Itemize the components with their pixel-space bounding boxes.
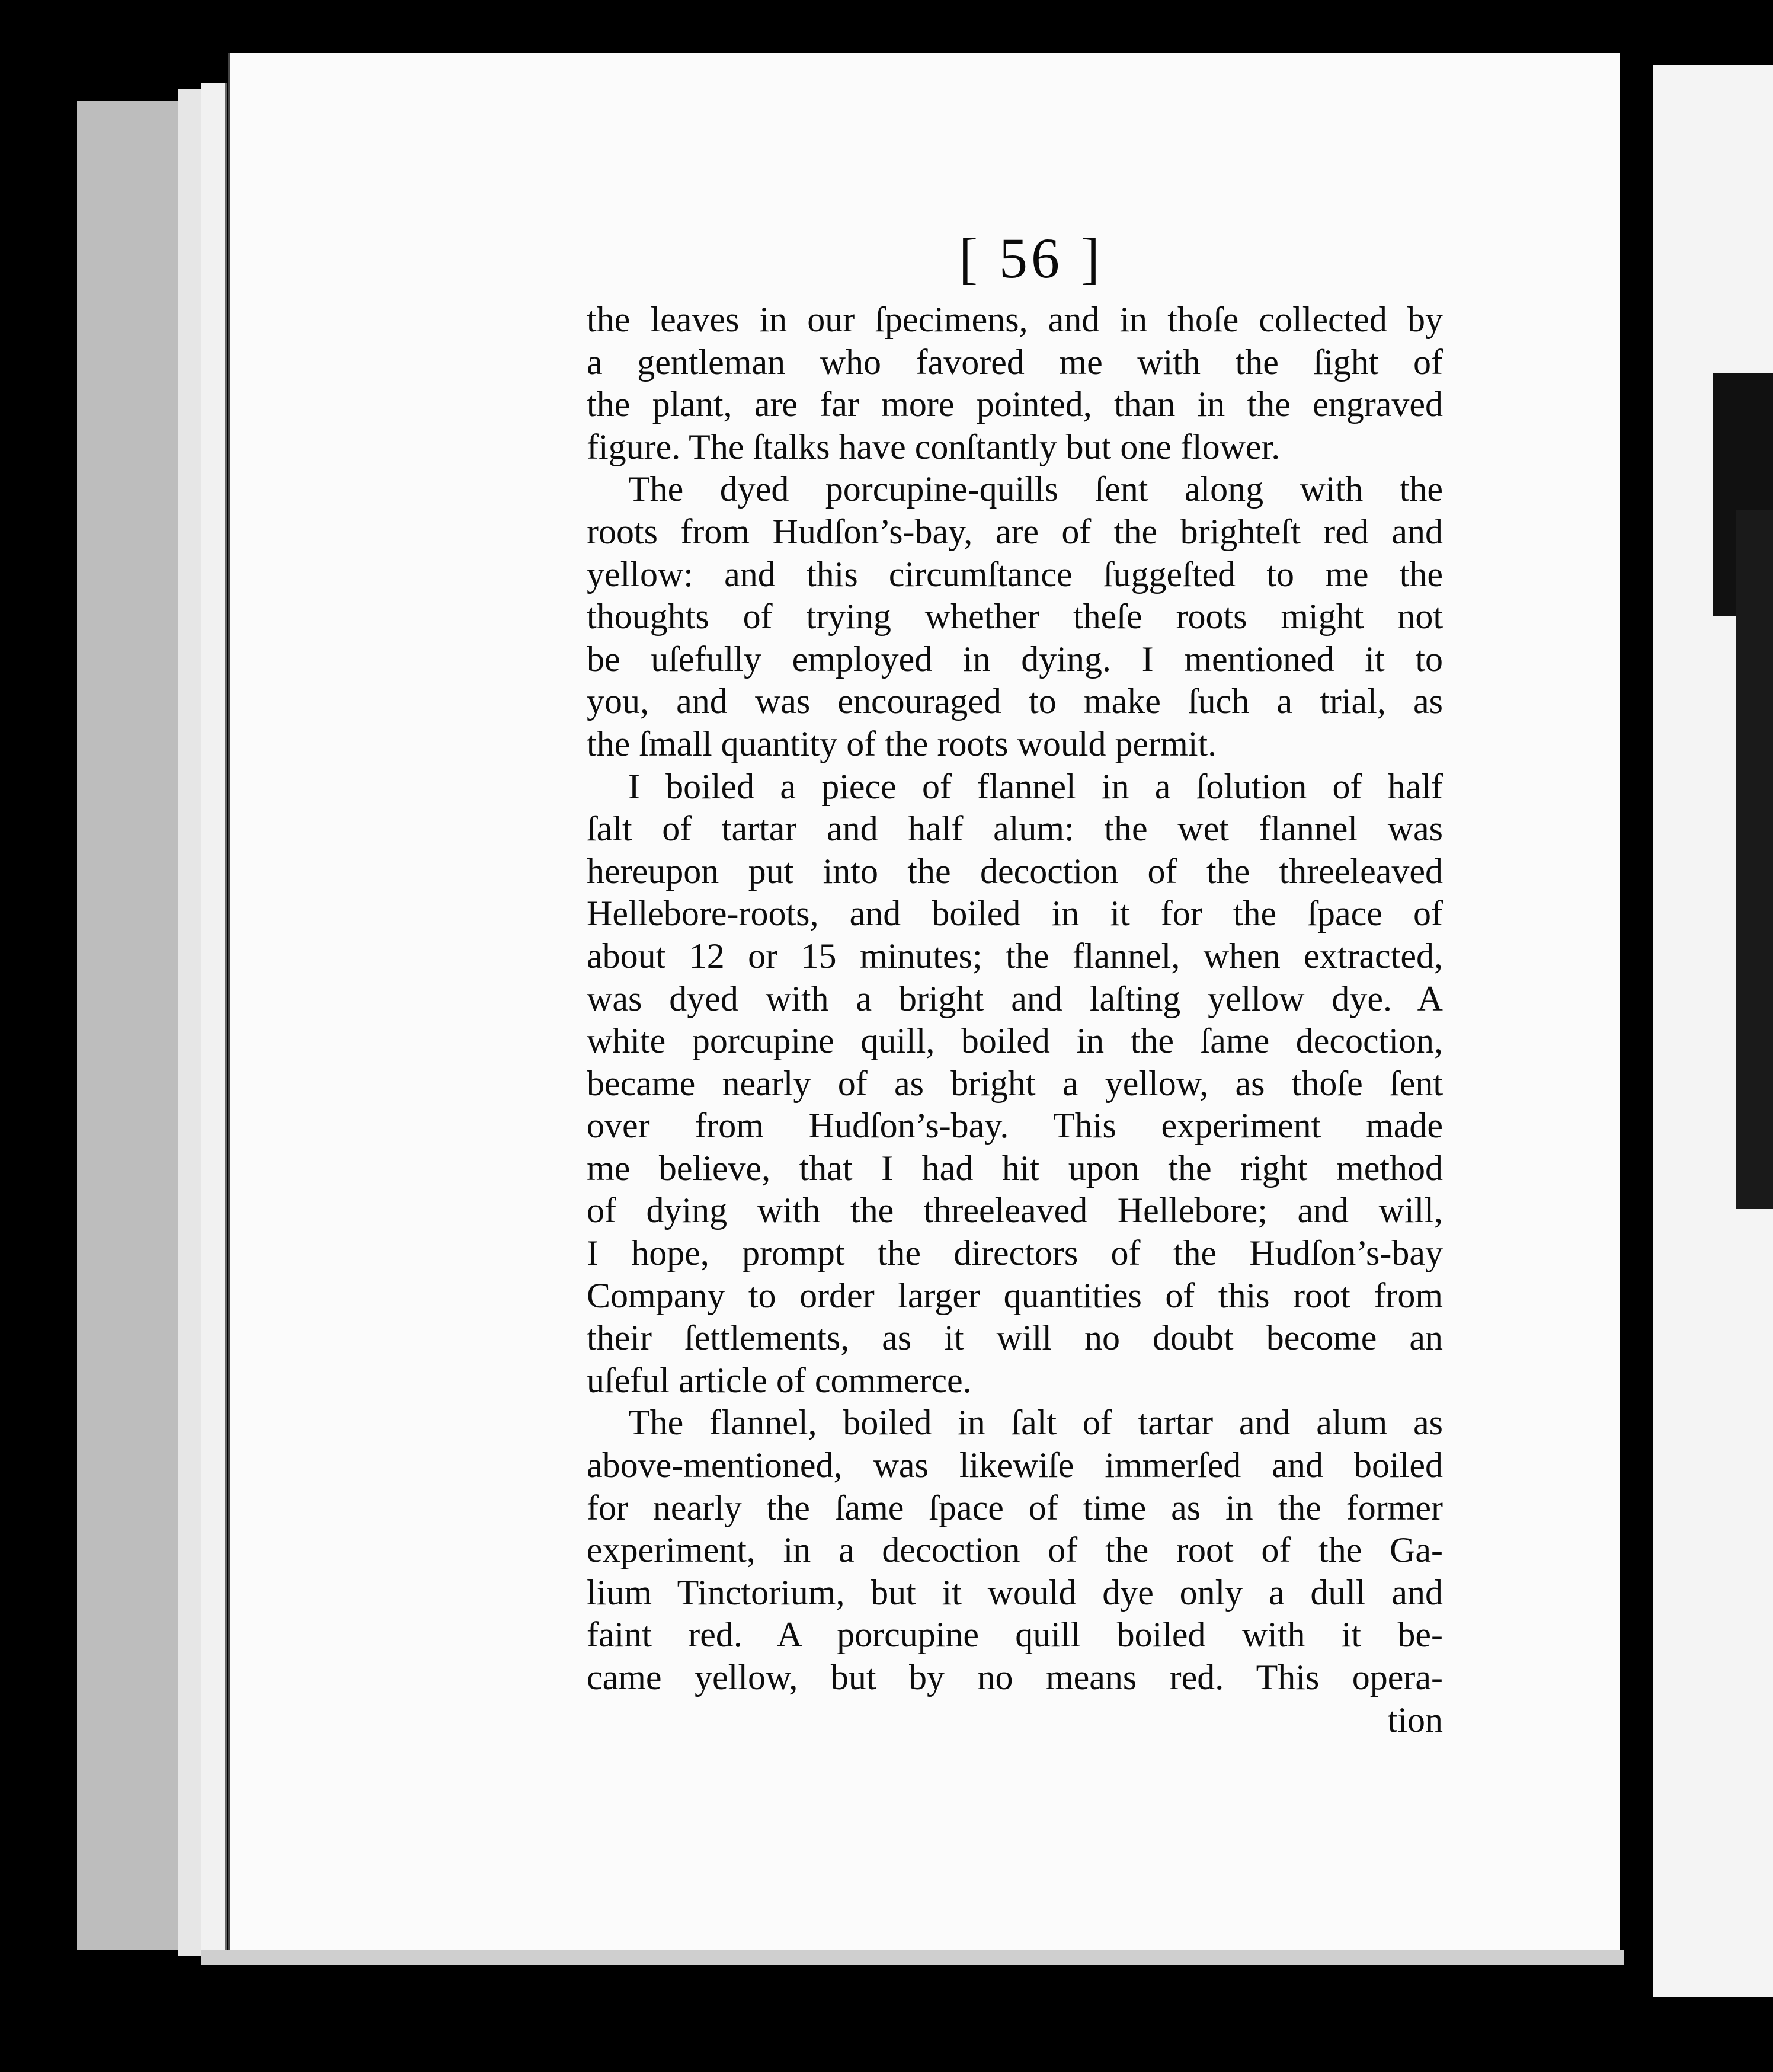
text-line: The dyed porcupine-quills ſent along with the — [628, 469, 1443, 509]
text-line: ſalt of tartar and half alum: the wet flannel was — [587, 809, 1443, 849]
facing-page-gutter — [1736, 510, 1773, 1209]
text-line: lium Tinctorium, but it would dye only a dull and — [587, 1572, 1443, 1612]
text-line: their ſettlements, as it will no doubt become an — [587, 1318, 1443, 1358]
text-line: faint red. A porcupine quill boiled with it be- — [587, 1615, 1443, 1655]
catchword: tion — [1387, 1700, 1443, 1740]
text-line: uſeful article of commerce. — [587, 1360, 972, 1400]
text-line: me believe, that I had hit upon the right method — [587, 1148, 1443, 1188]
text-line: hereupon put into the decoction of the threeleaved — [587, 851, 1443, 891]
text-line: I boiled a piece of flannel in a ſolution of half — [628, 766, 1443, 806]
page-number: [ 56 ] — [959, 226, 1103, 290]
page-stack-edge — [201, 83, 227, 1956]
text-line: thoughts of trying whether theſe roots might not — [587, 597, 1443, 637]
text-line: experiment, in a decoction of the root of the Ga- — [587, 1530, 1443, 1570]
text-line: above-mentioned, was likewiſe immerſed and boiled — [587, 1446, 1443, 1485]
text-line: figure. The ſtalks have conſtantly but one flower. — [587, 427, 1281, 466]
text-line: the ſmall quantity of the roots would permit. — [587, 724, 1217, 763]
text-line: be uſefully employed in dying. I mentioned it to — [587, 639, 1443, 679]
text-line: yellow: and this circumſtance ſuggeſted to me the — [587, 554, 1443, 594]
page-bottom-edge — [201, 1950, 1624, 1965]
text-line: the leaves in our ſpecimens, and in thoſe collected by — [587, 300, 1443, 339]
text-line: came yellow, but by no means red. This opera- — [587, 1658, 1443, 1697]
text-line: white porcupine quill, boiled in the ſame decoction, — [587, 1021, 1443, 1061]
text-line: you, and was encouraged to make ſuch a trial, as — [587, 682, 1443, 721]
text-line: Hellebore-roots, and boiled in it for the ſpace of — [587, 894, 1443, 933]
text-line: a gentleman who favored me with the ſight of — [587, 342, 1443, 382]
text-line: I hope, prompt the directors of the Hudſon’s-bay — [587, 1233, 1443, 1273]
text-line: for nearly the ſame ſpace of time as in the former — [587, 1488, 1443, 1527]
text-line: Company to order larger quantities of this root from — [587, 1275, 1443, 1315]
text-line: roots from Hudſon’s-bay, are of the brighteſt red and — [587, 511, 1443, 551]
text-line: became nearly of as bright a yellow, as thoſe ſent — [587, 1063, 1443, 1103]
page-stack-edge — [178, 89, 203, 1956]
text-line: about 12 or 15 minutes; the flannel, when extracted, — [587, 936, 1443, 976]
text-line: The flannel, boiled in ſalt of tartar and alum as — [628, 1403, 1443, 1443]
text-line: over from Hudſon’s-bay. This experiment made — [587, 1106, 1443, 1146]
text-line: the plant, are far more pointed, than in the engraved — [587, 385, 1443, 424]
text-line: was dyed with a bright and laſting yellow dye. A — [587, 979, 1443, 1018]
text-line: of dying with the threeleaved Hellebore; and will, — [587, 1191, 1443, 1230]
body-text — [587, 299, 1443, 1741]
